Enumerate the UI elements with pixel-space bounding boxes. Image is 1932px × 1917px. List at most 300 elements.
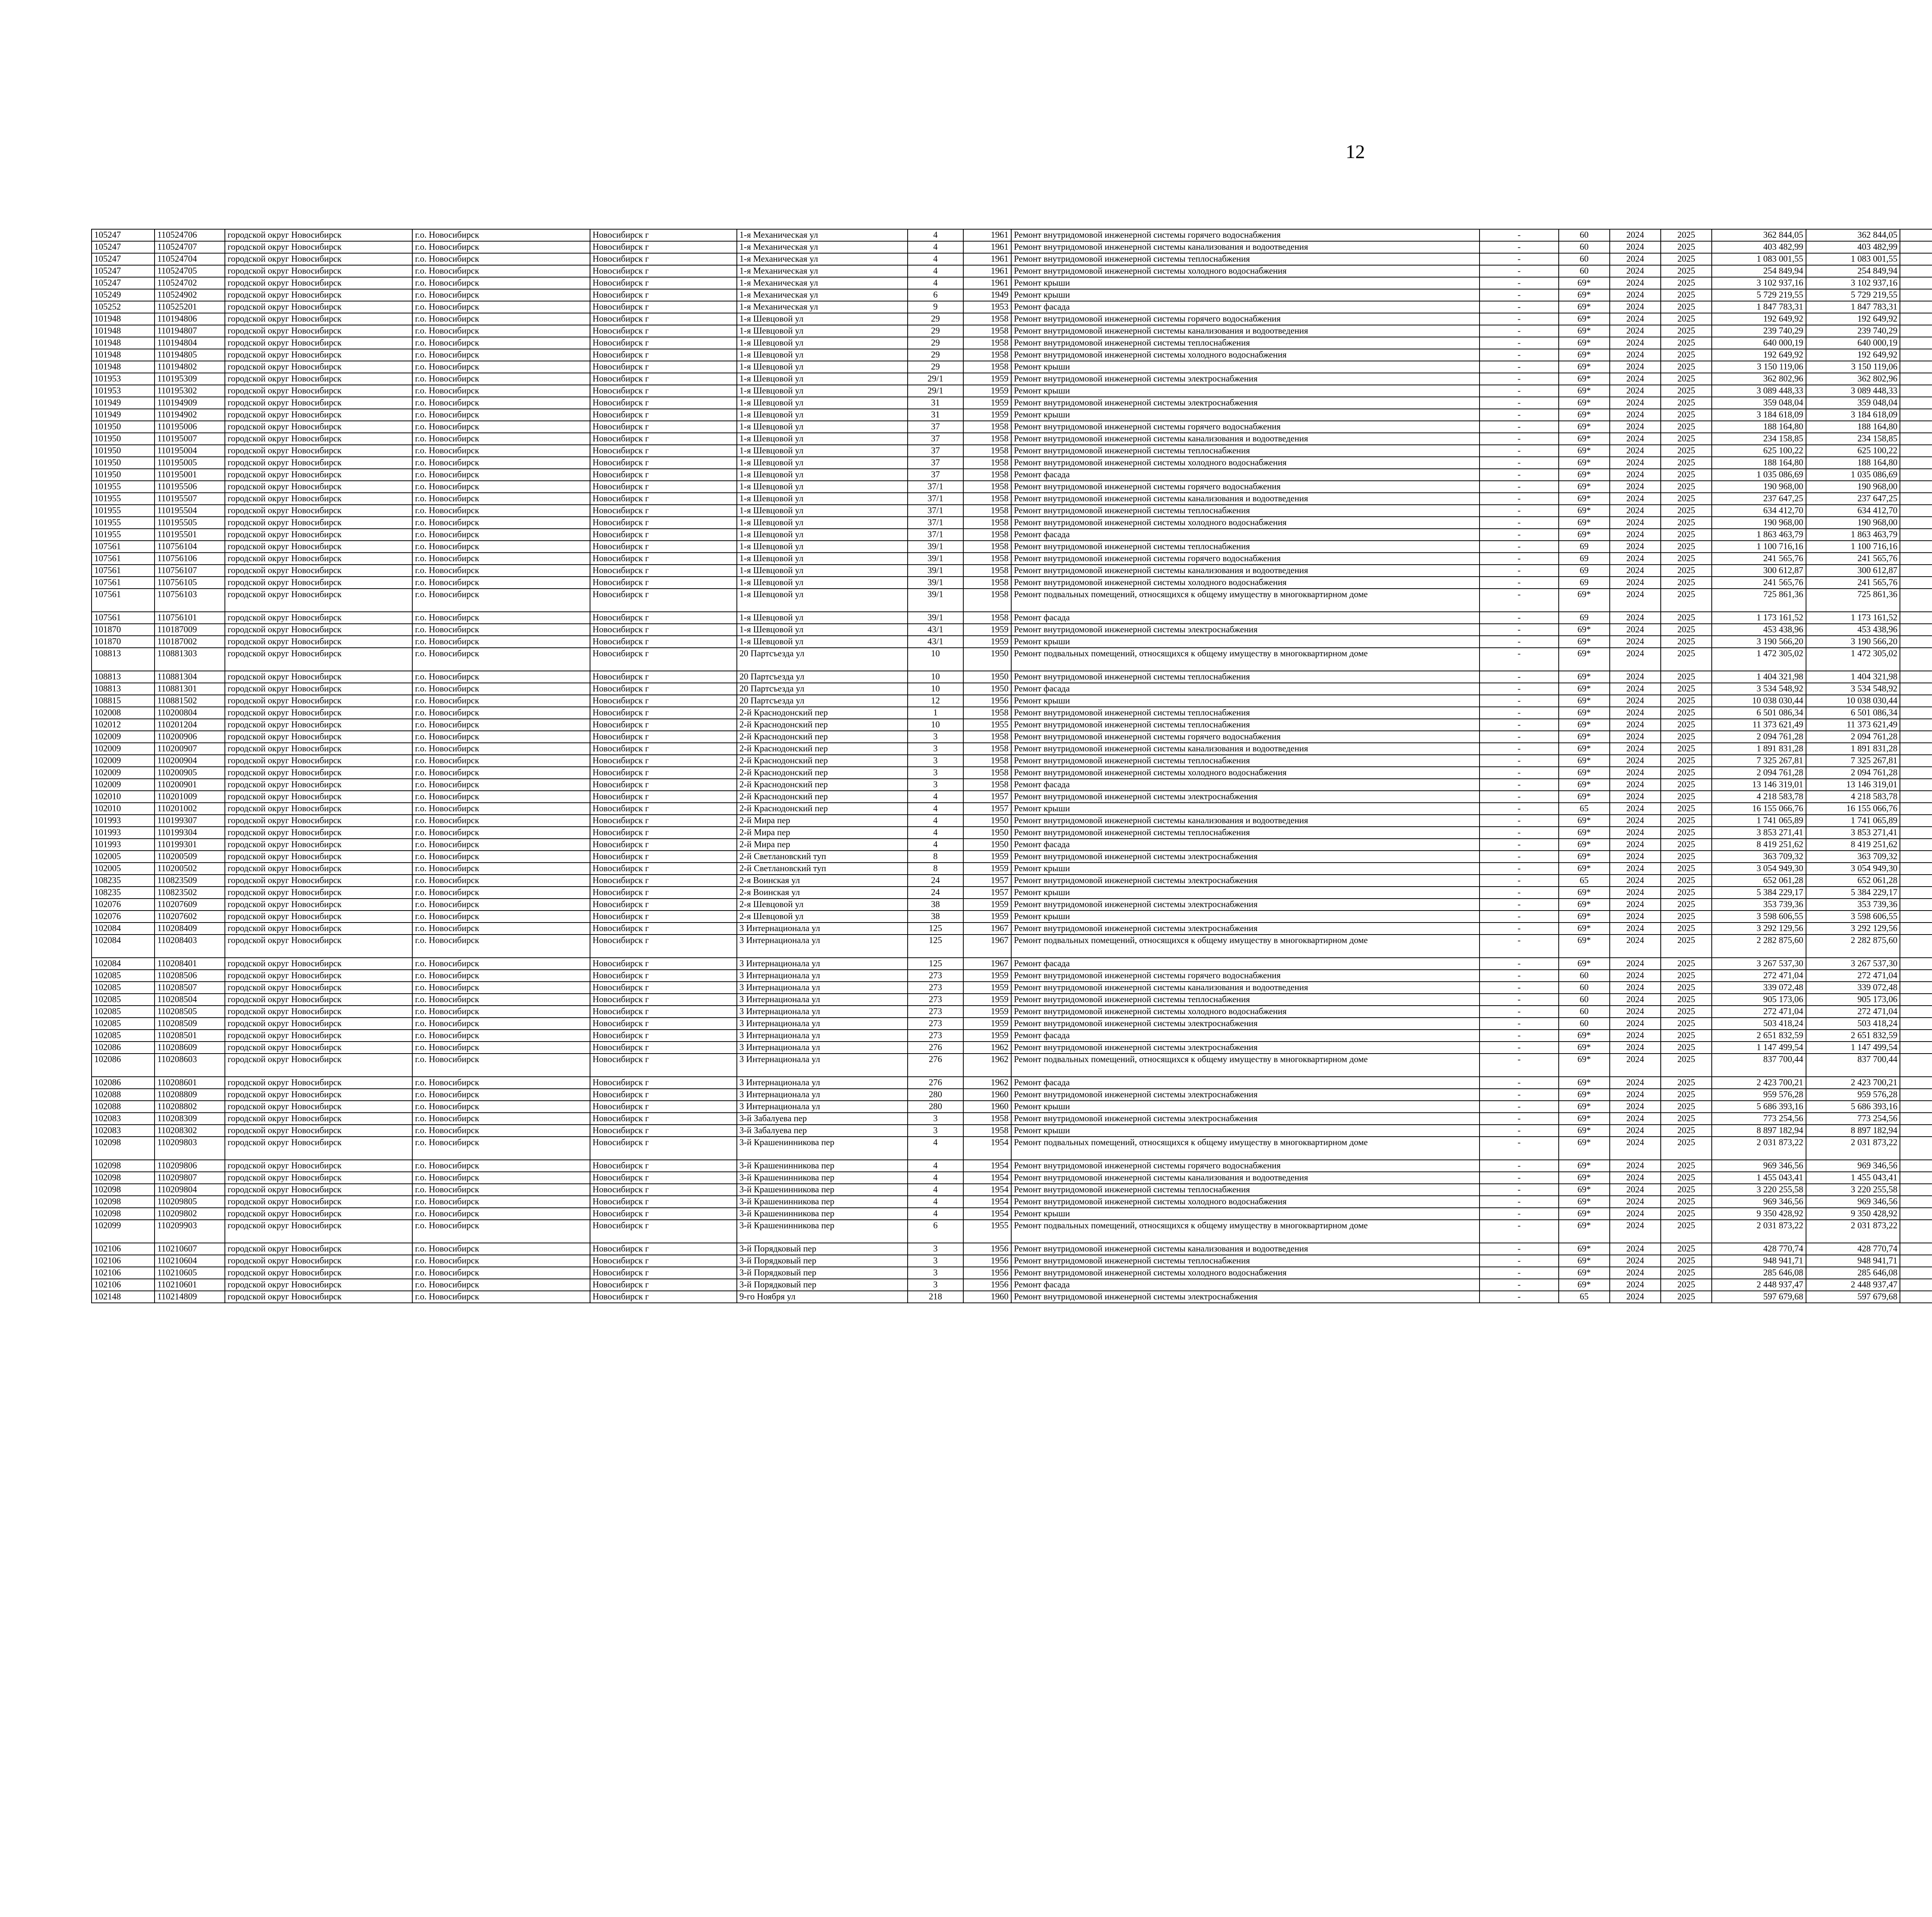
cell-street: 3-й Порядковый пер: [737, 1243, 908, 1255]
cell-plan-year-start: 2024: [1610, 505, 1661, 517]
cell-urban-district: г.о. Новосибирск: [412, 899, 590, 911]
cell-street: 3 Интернационала ул: [737, 935, 908, 958]
cell-house-id: 102098: [92, 1160, 155, 1172]
cell-settlement: Новосибирск г: [590, 1042, 737, 1054]
cell-house-number: 3: [908, 731, 964, 743]
cell-plan-year-start: 2024: [1610, 589, 1661, 612]
cell-settlement: Новосибирск г: [590, 1172, 737, 1184]
cell-house-number: 280: [908, 1089, 964, 1101]
table-row: [92, 911, 1932, 923]
cell-plan-year-end: 2025: [1661, 361, 1712, 373]
cell-street: 1-я Шевцовой ул: [737, 313, 908, 325]
table-row: [92, 1089, 1932, 1101]
cell-municipality: городской округ Новосибирск: [225, 1042, 412, 1054]
cell-settlement: Новосибирск г: [590, 911, 737, 923]
cell-work-id: 110199304: [155, 827, 225, 839]
cell-work-id: 110187009: [155, 624, 225, 636]
cell-work-id: 110524706: [155, 229, 225, 241]
cell-federal-funds: [1900, 648, 1932, 671]
cell-municipality: городской округ Новосибирск: [225, 707, 412, 719]
cell-municipality: городской округ Новосибирск: [225, 577, 412, 589]
cell-total-cost: 241 565,76: [1712, 553, 1806, 565]
cell-plan-year-end: 2025: [1661, 493, 1712, 505]
cell-settlement: Новосибирск г: [590, 1291, 737, 1303]
cell-municipality: городской округ Новосибирск: [225, 1018, 412, 1030]
cell-street: 9-го Ноября ул: [737, 1291, 908, 1303]
cell-plan-year-end: 2025: [1661, 1006, 1712, 1018]
cell-urban-district: г.о. Новосибирск: [412, 1006, 590, 1018]
cell-plan-year-end: 2025: [1661, 1077, 1712, 1089]
cell-work-type: Ремонт фасада: [1011, 469, 1480, 481]
cell-federal-funds: [1900, 541, 1932, 553]
cell-wear-percent: 69*: [1559, 373, 1610, 385]
cell-regional-fund: 1 891 831,28: [1806, 743, 1900, 755]
cell-settlement: Новосибирск г: [590, 1160, 737, 1172]
cell-plan-year-start: 2024: [1610, 253, 1661, 265]
cell-regional-fund: 1 863 463,79: [1806, 529, 1900, 541]
cell-federal-funds: [1900, 493, 1932, 505]
cell-work-type: Ремонт внутридомовой инженерной системы электроснабжения: [1011, 397, 1480, 409]
cell-urban-district: г.о. Новосибирск: [412, 695, 590, 707]
cell-wear-percent: 69*: [1559, 779, 1610, 791]
cell-street: 3 Интернационала ул: [737, 958, 908, 970]
cell-work-type: Ремонт крыши: [1011, 911, 1480, 923]
cell-total-cost: 6 501 086,34: [1712, 707, 1806, 719]
cell-house-id: 102098: [92, 1196, 155, 1208]
table-row: [92, 1125, 1932, 1137]
cell-total-cost: 1 083 001,55: [1712, 253, 1806, 265]
cell-build-year: 1958: [963, 313, 1011, 325]
cell-total-cost: 1 147 499,54: [1712, 1042, 1806, 1054]
table-row: [92, 457, 1932, 469]
cell-house-number: 12: [908, 695, 964, 707]
cell-house-number: 39/1: [908, 565, 964, 577]
cell-work-id: 110208506: [155, 970, 225, 982]
cell-settlement: Новосибирск г: [590, 612, 737, 624]
cell-plan-year-start: 2024: [1610, 994, 1661, 1006]
cell-settlement: Новосибирск г: [590, 1279, 737, 1291]
table-row: [92, 481, 1932, 493]
cell-plan-year-end: 2025: [1661, 636, 1712, 648]
cell-house-id: 108815: [92, 695, 155, 707]
cell-work-id: 110200901: [155, 779, 225, 791]
cell-regional-fund: 234 158,85: [1806, 433, 1900, 445]
cell-house-id: 102106: [92, 1243, 155, 1255]
cell-house-number: 24: [908, 887, 964, 899]
cell-house-id: 101955: [92, 493, 155, 505]
cell-federal-funds: [1900, 1137, 1932, 1160]
cell-urban-district: г.о. Новосибирск: [412, 493, 590, 505]
cell-build-year: 1950: [963, 815, 1011, 827]
cell-work-type: Ремонт подвальных помещений, относящихся к общему имуществу в многоквартирном доме: [1011, 1220, 1480, 1243]
cell-wear-percent: 69*: [1559, 791, 1610, 803]
cell-wear-percent: 69*: [1559, 1172, 1610, 1184]
cell-work-detail: -: [1480, 385, 1558, 397]
cell-urban-district: г.о. Новосибирск: [412, 1054, 590, 1077]
cell-house-id: 107561: [92, 589, 155, 612]
cell-work-id: 110200906: [155, 731, 225, 743]
cell-work-id: 110756107: [155, 565, 225, 577]
cell-house-id: 102085: [92, 994, 155, 1006]
cell-house-number: 276: [908, 1054, 964, 1077]
cell-house-id: 102009: [92, 743, 155, 755]
cell-municipality: городской округ Новосибирск: [225, 265, 412, 277]
cell-total-cost: 1 847 783,31: [1712, 301, 1806, 313]
cell-plan-year-end: 2025: [1661, 517, 1712, 529]
cell-build-year: 1959: [963, 863, 1011, 875]
cell-street: 1-я Шевцовой ул: [737, 636, 908, 648]
cell-street: 1-я Шевцовой ул: [737, 493, 908, 505]
cell-house-id: 108813: [92, 683, 155, 695]
cell-plan-year-end: 2025: [1661, 1018, 1712, 1030]
cell-work-type: Ремонт крыши: [1011, 636, 1480, 648]
cell-federal-funds: [1900, 1160, 1932, 1172]
cell-house-number: 37: [908, 421, 964, 433]
cell-work-detail: -: [1480, 827, 1558, 839]
cell-settlement: Новосибирск г: [590, 1125, 737, 1137]
cell-work-detail: -: [1480, 589, 1558, 612]
table-row: [92, 265, 1932, 277]
cell-work-detail: -: [1480, 636, 1558, 648]
cell-urban-district: г.о. Новосибирск: [412, 517, 590, 529]
cell-municipality: городской округ Новосибирск: [225, 791, 412, 803]
cell-work-type: Ремонт внутридомовой инженерной системы холодного водоснабжения: [1011, 1006, 1480, 1018]
cell-federal-funds: [1900, 1125, 1932, 1137]
cell-urban-district: г.о. Новосибирск: [412, 529, 590, 541]
cell-federal-funds: [1900, 565, 1932, 577]
cell-plan-year-start: 2024: [1610, 1042, 1661, 1054]
cell-work-id: 110209803: [155, 1137, 225, 1160]
cell-street: 1-я Шевцовой ул: [737, 565, 908, 577]
cell-work-id: 110195309: [155, 373, 225, 385]
cell-house-id: 102083: [92, 1113, 155, 1125]
cell-wear-percent: 69*: [1559, 671, 1610, 683]
table-row: [92, 529, 1932, 541]
cell-work-detail: -: [1480, 253, 1558, 265]
cell-house-id: 105247: [92, 277, 155, 289]
cell-federal-funds: [1900, 911, 1932, 923]
cell-street: 1-я Шевцовой ул: [737, 337, 908, 349]
cell-build-year: 1958: [963, 731, 1011, 743]
cell-urban-district: г.о. Новосибирск: [412, 743, 590, 755]
cell-build-year: 1958: [963, 577, 1011, 589]
cell-settlement: Новосибирск г: [590, 589, 737, 612]
cell-build-year: 1956: [963, 1267, 1011, 1279]
cell-total-cost: 362 844,05: [1712, 229, 1806, 241]
cell-house-number: 4: [908, 253, 964, 265]
cell-house-number: 273: [908, 1018, 964, 1030]
cell-house-number: 1: [908, 707, 964, 719]
cell-work-type: Ремонт внутридомовой инженерной системы теплоснабжения: [1011, 719, 1480, 731]
cell-wear-percent: 60: [1559, 1018, 1610, 1030]
cell-municipality: городской округ Новосибирск: [225, 253, 412, 265]
cell-regional-fund: 725 861,36: [1806, 589, 1900, 612]
cell-work-id: 110210604: [155, 1255, 225, 1267]
cell-municipality: городской округ Новосибирск: [225, 457, 412, 469]
cell-municipality: городской округ Новосибирск: [225, 1220, 412, 1243]
cell-build-year: 1954: [963, 1172, 1011, 1184]
cell-settlement: Новосибирск г: [590, 529, 737, 541]
cell-street: 2-й Краснодонский пер: [737, 707, 908, 719]
cell-wear-percent: 69*: [1559, 457, 1610, 469]
cell-work-type: Ремонт внутридомовой инженерной системы канализования и водоотведения: [1011, 982, 1480, 994]
cell-urban-district: г.о. Новосибирск: [412, 325, 590, 337]
cell-total-cost: 625 100,22: [1712, 445, 1806, 457]
cell-house-number: 31: [908, 397, 964, 409]
cell-build-year: 1961: [963, 253, 1011, 265]
cell-house-number: 29/1: [908, 373, 964, 385]
cell-total-cost: 2 651 832,59: [1712, 1030, 1806, 1042]
table-row: [92, 1255, 1932, 1267]
cell-work-type: Ремонт внутридомовой инженерной системы канализования и водоотведения: [1011, 1172, 1480, 1184]
cell-house-number: 4: [908, 1196, 964, 1208]
cell-settlement: Новосибирск г: [590, 1006, 737, 1018]
cell-work-id: 110200907: [155, 743, 225, 755]
cell-regional-fund: 2 448 937,47: [1806, 1279, 1900, 1291]
table-row: [92, 1220, 1932, 1243]
cell-wear-percent: 69*: [1559, 935, 1610, 958]
cell-total-cost: 1 455 043,41: [1712, 1172, 1806, 1184]
cell-wear-percent: 69*: [1559, 1160, 1610, 1172]
cell-street: 1-я Механическая ул: [737, 241, 908, 253]
cell-plan-year-start: 2024: [1610, 982, 1661, 994]
cell-plan-year-end: 2025: [1661, 839, 1712, 851]
cell-total-cost: 254 849,94: [1712, 265, 1806, 277]
cell-work-detail: -: [1480, 719, 1558, 731]
table-row: [92, 839, 1932, 851]
cell-wear-percent: 69*: [1559, 683, 1610, 695]
cell-regional-fund: 8 897 182,94: [1806, 1125, 1900, 1137]
cell-federal-funds: [1900, 277, 1932, 289]
cell-urban-district: г.о. Новосибирск: [412, 911, 590, 923]
cell-settlement: Новосибирск г: [590, 1137, 737, 1160]
cell-federal-funds: [1900, 445, 1932, 457]
cell-street: 2-я Воинская ул: [737, 875, 908, 887]
cell-plan-year-start: 2024: [1610, 1184, 1661, 1196]
cell-plan-year-start: 2024: [1610, 624, 1661, 636]
cell-street: 2-й Мира пер: [737, 827, 908, 839]
cell-total-cost: 1 100 716,16: [1712, 541, 1806, 553]
cell-plan-year-end: 2025: [1661, 1101, 1712, 1113]
cell-house-id: 102086: [92, 1077, 155, 1089]
cell-work-type: Ремонт крыши: [1011, 385, 1480, 397]
cell-urban-district: г.о. Новосибирск: [412, 1255, 590, 1267]
cell-wear-percent: 69*: [1559, 361, 1610, 373]
cell-urban-district: г.о. Новосибирск: [412, 958, 590, 970]
cell-wear-percent: 65: [1559, 803, 1610, 815]
cell-work-detail: -: [1480, 1267, 1558, 1279]
cell-wear-percent: 69*: [1559, 325, 1610, 337]
table-row: [92, 683, 1932, 695]
cell-house-id: 101955: [92, 517, 155, 529]
cell-total-cost: 5 686 393,16: [1712, 1101, 1806, 1113]
cell-build-year: 1958: [963, 469, 1011, 481]
cell-total-cost: 503 418,24: [1712, 1018, 1806, 1030]
cell-work-type: Ремонт внутридомовой инженерной системы электроснабжения: [1011, 791, 1480, 803]
cell-street: 1-я Шевцовой ул: [737, 553, 908, 565]
cell-wear-percent: 69*: [1559, 707, 1610, 719]
cell-house-number: 43/1: [908, 624, 964, 636]
cell-plan-year-start: 2024: [1610, 337, 1661, 349]
cell-street: 3-й Крашенинникова пер: [737, 1208, 908, 1220]
cell-total-cost: 5 384 229,17: [1712, 887, 1806, 899]
cell-house-id: 102086: [92, 1042, 155, 1054]
cell-municipality: городской округ Новосибирск: [225, 361, 412, 373]
cell-municipality: городской округ Новосибирск: [225, 839, 412, 851]
cell-house-number: 39/1: [908, 589, 964, 612]
cell-house-id: 101948: [92, 337, 155, 349]
table-row: [92, 779, 1932, 791]
cell-work-id: 110195006: [155, 421, 225, 433]
table-row: [92, 277, 1932, 289]
cell-settlement: Новосибирск г: [590, 839, 737, 851]
cell-settlement: Новосибирск г: [590, 779, 737, 791]
cell-total-cost: 1 891 831,28: [1712, 743, 1806, 755]
cell-regional-fund: 188 164,80: [1806, 421, 1900, 433]
cell-build-year: 1960: [963, 1291, 1011, 1303]
cell-plan-year-end: 2025: [1661, 1255, 1712, 1267]
cell-municipality: городской округ Новосибирск: [225, 719, 412, 731]
cell-work-detail: -: [1480, 541, 1558, 553]
cell-plan-year-start: 2024: [1610, 899, 1661, 911]
cell-federal-funds: [1900, 982, 1932, 994]
cell-work-detail: -: [1480, 241, 1558, 253]
table-row: [92, 636, 1932, 648]
cell-house-id: 102008: [92, 707, 155, 719]
cell-house-id: 101948: [92, 325, 155, 337]
cell-build-year: 1958: [963, 445, 1011, 457]
cell-house-number: 37: [908, 433, 964, 445]
cell-settlement: Новосибирск г: [590, 385, 737, 397]
cell-municipality: городской округ Новосибирск: [225, 1196, 412, 1208]
cell-federal-funds: [1900, 385, 1932, 397]
cell-total-cost: 9 350 428,92: [1712, 1208, 1806, 1220]
cell-work-type: Ремонт внутридомовой инженерной системы теплоснабжения: [1011, 671, 1480, 683]
cell-work-type: Ремонт внутридомовой инженерной системы теплоснабжения: [1011, 707, 1480, 719]
cell-municipality: городской округ Новосибирск: [225, 325, 412, 337]
cell-plan-year-end: 2025: [1661, 409, 1712, 421]
cell-work-type: Ремонт внутридомовой инженерной системы горячего водоснабжения: [1011, 731, 1480, 743]
cell-federal-funds: [1900, 1208, 1932, 1220]
cell-urban-district: г.о. Новосибирск: [412, 875, 590, 887]
cell-street: 1-я Шевцовой ул: [737, 325, 908, 337]
cell-plan-year-start: 2024: [1610, 457, 1661, 469]
cell-build-year: 1958: [963, 493, 1011, 505]
cell-urban-district: г.о. Новосибирск: [412, 1208, 590, 1220]
cell-total-cost: 239 740,29: [1712, 325, 1806, 337]
cell-settlement: Новосибирск г: [590, 695, 737, 707]
cell-house-id: 101950: [92, 469, 155, 481]
cell-street: 20 Партсъезда ул: [737, 671, 908, 683]
cell-plan-year-end: 2025: [1661, 445, 1712, 457]
cell-work-id: 110208809: [155, 1089, 225, 1101]
cell-federal-funds: [1900, 1006, 1932, 1018]
cell-work-id: 110194807: [155, 325, 225, 337]
cell-work-id: 110524705: [155, 265, 225, 277]
cell-work-detail: -: [1480, 457, 1558, 469]
cell-build-year: 1959: [963, 1018, 1011, 1030]
cell-municipality: городской округ Новосибирск: [225, 1160, 412, 1172]
cell-house-number: 273: [908, 1006, 964, 1018]
cell-build-year: 1958: [963, 457, 1011, 469]
cell-house-id: 102084: [92, 958, 155, 970]
cell-house-number: 37/1: [908, 481, 964, 493]
cell-total-cost: 640 000,19: [1712, 337, 1806, 349]
cell-work-id: 110208409: [155, 923, 225, 935]
cell-house-id: 101953: [92, 373, 155, 385]
cell-regional-fund: 3 292 129,56: [1806, 923, 1900, 935]
cell-plan-year-end: 2025: [1661, 589, 1712, 612]
cell-work-type: Ремонт фасада: [1011, 839, 1480, 851]
cell-settlement: Новосибирск г: [590, 827, 737, 839]
cell-federal-funds: [1900, 1054, 1932, 1077]
cell-wear-percent: 69*: [1559, 1101, 1610, 1113]
cell-settlement: Новосибирск г: [590, 301, 737, 313]
cell-plan-year-end: 2025: [1661, 277, 1712, 289]
cell-work-detail: -: [1480, 887, 1558, 899]
cell-work-type: Ремонт внутридомовой инженерной системы электроснабжения: [1011, 923, 1480, 935]
cell-regional-fund: 652 061,28: [1806, 875, 1900, 887]
cell-work-type: Ремонт крыши: [1011, 1101, 1480, 1113]
cell-urban-district: г.о. Новосибирск: [412, 1172, 590, 1184]
cell-settlement: Новосибирск г: [590, 1101, 737, 1113]
cell-federal-funds: [1900, 1291, 1932, 1303]
cell-federal-funds: [1900, 589, 1932, 612]
cell-total-cost: 969 346,56: [1712, 1196, 1806, 1208]
cell-street: 3-й Забалуева пер: [737, 1125, 908, 1137]
cell-regional-fund: 8 419 251,62: [1806, 839, 1900, 851]
cell-work-detail: -: [1480, 1006, 1558, 1018]
cell-build-year: 1955: [963, 719, 1011, 731]
cell-street: 20 Партсъезда ул: [737, 695, 908, 707]
cell-house-id: 107561: [92, 553, 155, 565]
cell-settlement: Новосибирск г: [590, 636, 737, 648]
cell-work-id: 110208609: [155, 1042, 225, 1054]
cell-work-id: 110201002: [155, 803, 225, 815]
cell-municipality: городской округ Новосибирск: [225, 505, 412, 517]
cell-house-id: 102005: [92, 851, 155, 863]
cell-house-number: 3: [908, 755, 964, 767]
cell-settlement: Новосибирск г: [590, 1220, 737, 1243]
cell-work-detail: -: [1480, 265, 1558, 277]
cell-wear-percent: 69*: [1559, 1125, 1610, 1137]
cell-municipality: городской округ Новосибирск: [225, 815, 412, 827]
cell-house-id: 102098: [92, 1208, 155, 1220]
cell-urban-district: г.о. Новосибирск: [412, 1113, 590, 1125]
cell-work-detail: -: [1480, 648, 1558, 671]
cell-work-id: 110209807: [155, 1172, 225, 1184]
cell-build-year: 1958: [963, 589, 1011, 612]
table-row: [92, 565, 1932, 577]
cell-work-detail: -: [1480, 863, 1558, 875]
cell-municipality: городской округ Новосибирск: [225, 994, 412, 1006]
cell-federal-funds: [1900, 767, 1932, 779]
cell-total-cost: 241 565,76: [1712, 577, 1806, 589]
cell-total-cost: 362 802,96: [1712, 373, 1806, 385]
cell-work-id: 110756101: [155, 612, 225, 624]
cell-work-detail: -: [1480, 505, 1558, 517]
cell-urban-district: г.о. Новосибирск: [412, 1267, 590, 1279]
cell-house-id: 108813: [92, 671, 155, 683]
cell-work-type: Ремонт подвальных помещений, относящихся к общему имуществу в многоквартирном доме: [1011, 589, 1480, 612]
cell-work-type: Ремонт внутридомовой инженерной системы теплоснабжения: [1011, 994, 1480, 1006]
cell-federal-funds: [1900, 505, 1932, 517]
cell-plan-year-start: 2024: [1610, 970, 1661, 982]
cell-settlement: Новосибирск г: [590, 899, 737, 911]
cell-work-detail: -: [1480, 373, 1558, 385]
cell-house-id: 102106: [92, 1267, 155, 1279]
cell-settlement: Новосибирск г: [590, 541, 737, 553]
